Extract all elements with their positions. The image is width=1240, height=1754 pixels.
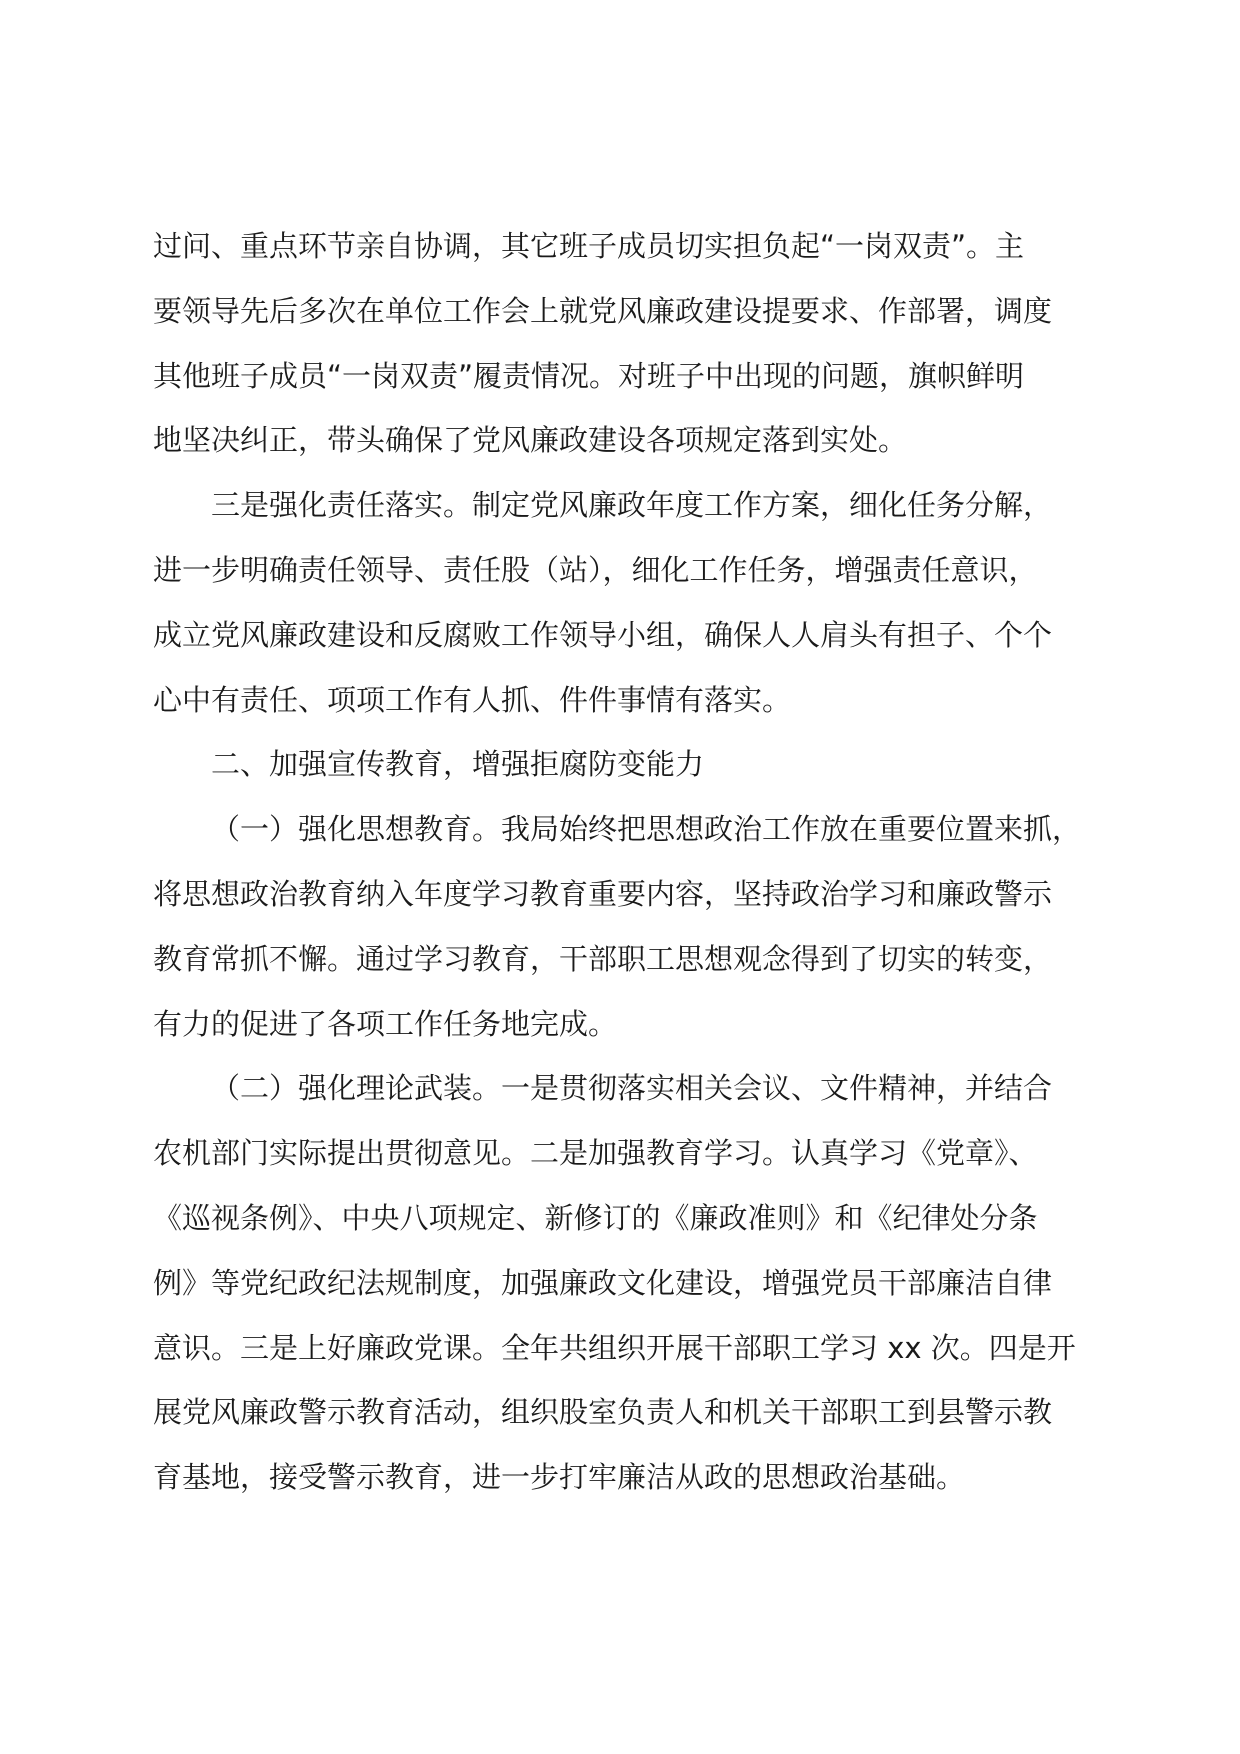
text-line: 有力的促进了各项工作任务地完成。 bbox=[153, 1006, 618, 1041]
text-line: 展党风廉政警示教育活动，组织股室负责人和机关干部职工到县警示教 bbox=[153, 1395, 1053, 1430]
text-line: 心中有责任、项项工作有人抓、件件事情有落实。 bbox=[153, 682, 792, 717]
text-line: 将思想政治教育纳入年度学习教育重要内容，坚持政治学习和廉政警示 bbox=[153, 876, 1053, 911]
paragraph-start-line: （二）强化理论武装。一是贯彻落实相关会议、文件精神，并结合 bbox=[211, 1071, 1053, 1106]
text-line: 意识。三是上好廉政党课。全年共组织开展干部职工学习 xx 次。四是开 bbox=[153, 1330, 1076, 1365]
text-line: 农机部门实际提出贯彻意见。二是加强教育学习。认真学习《党章》、 bbox=[153, 1136, 1038, 1171]
document-body bbox=[153, 214, 1103, 1510]
section-heading: 二、加强宣传教育，增强拒腐防变能力 bbox=[211, 747, 705, 782]
text-line: 过问、重点环节亲自协调，其它班子成员切实担负起“一岗双责”。主 bbox=[153, 229, 1025, 263]
text-line: 要领导先后多次在单位工作会上就党风廉政建设提要求、作部署，调度 bbox=[153, 293, 1053, 328]
text-line: 其他班子成员“一岗双责”履责情况。对班子中出现的问题，旗帜鲜明 bbox=[153, 358, 1025, 393]
text-line: 进一步明确责任领导、责任股（站），细化工作任务，增强责任意识， bbox=[153, 552, 1038, 587]
text-line: 成立党风廉政建设和反腐败工作领导小组，确保人人肩头有担子、个个 bbox=[153, 617, 1053, 652]
text-line: 地坚决纠正，带头确保了党风廉政建设各项规定落到实处。 bbox=[153, 423, 908, 458]
text-line: 例》等党纪政纪法规制度，加强廉政文化建设，增强党员干部廉洁自律 bbox=[153, 1265, 1053, 1300]
paragraph-start-line: 三是强化责任落实。制定党风廉政年度工作方案，细化任务分解， bbox=[211, 488, 1053, 523]
paragraph-start-line: （一）强化思想教育。我局始终把思想政治工作放在重要位置来抓， bbox=[211, 812, 1082, 847]
text-line: 《巡视条例》、中央八项规定、新修订的《廉政准则》和《纪律处分条 bbox=[153, 1200, 1038, 1235]
text-line: 育基地，接受警示教育，进一步打牢廉洁从政的思想政治基础。 bbox=[153, 1460, 966, 1495]
text-line: 教育常抓不懈。通过学习教育，干部职工思想观念得到了切实的转变， bbox=[153, 941, 1053, 976]
